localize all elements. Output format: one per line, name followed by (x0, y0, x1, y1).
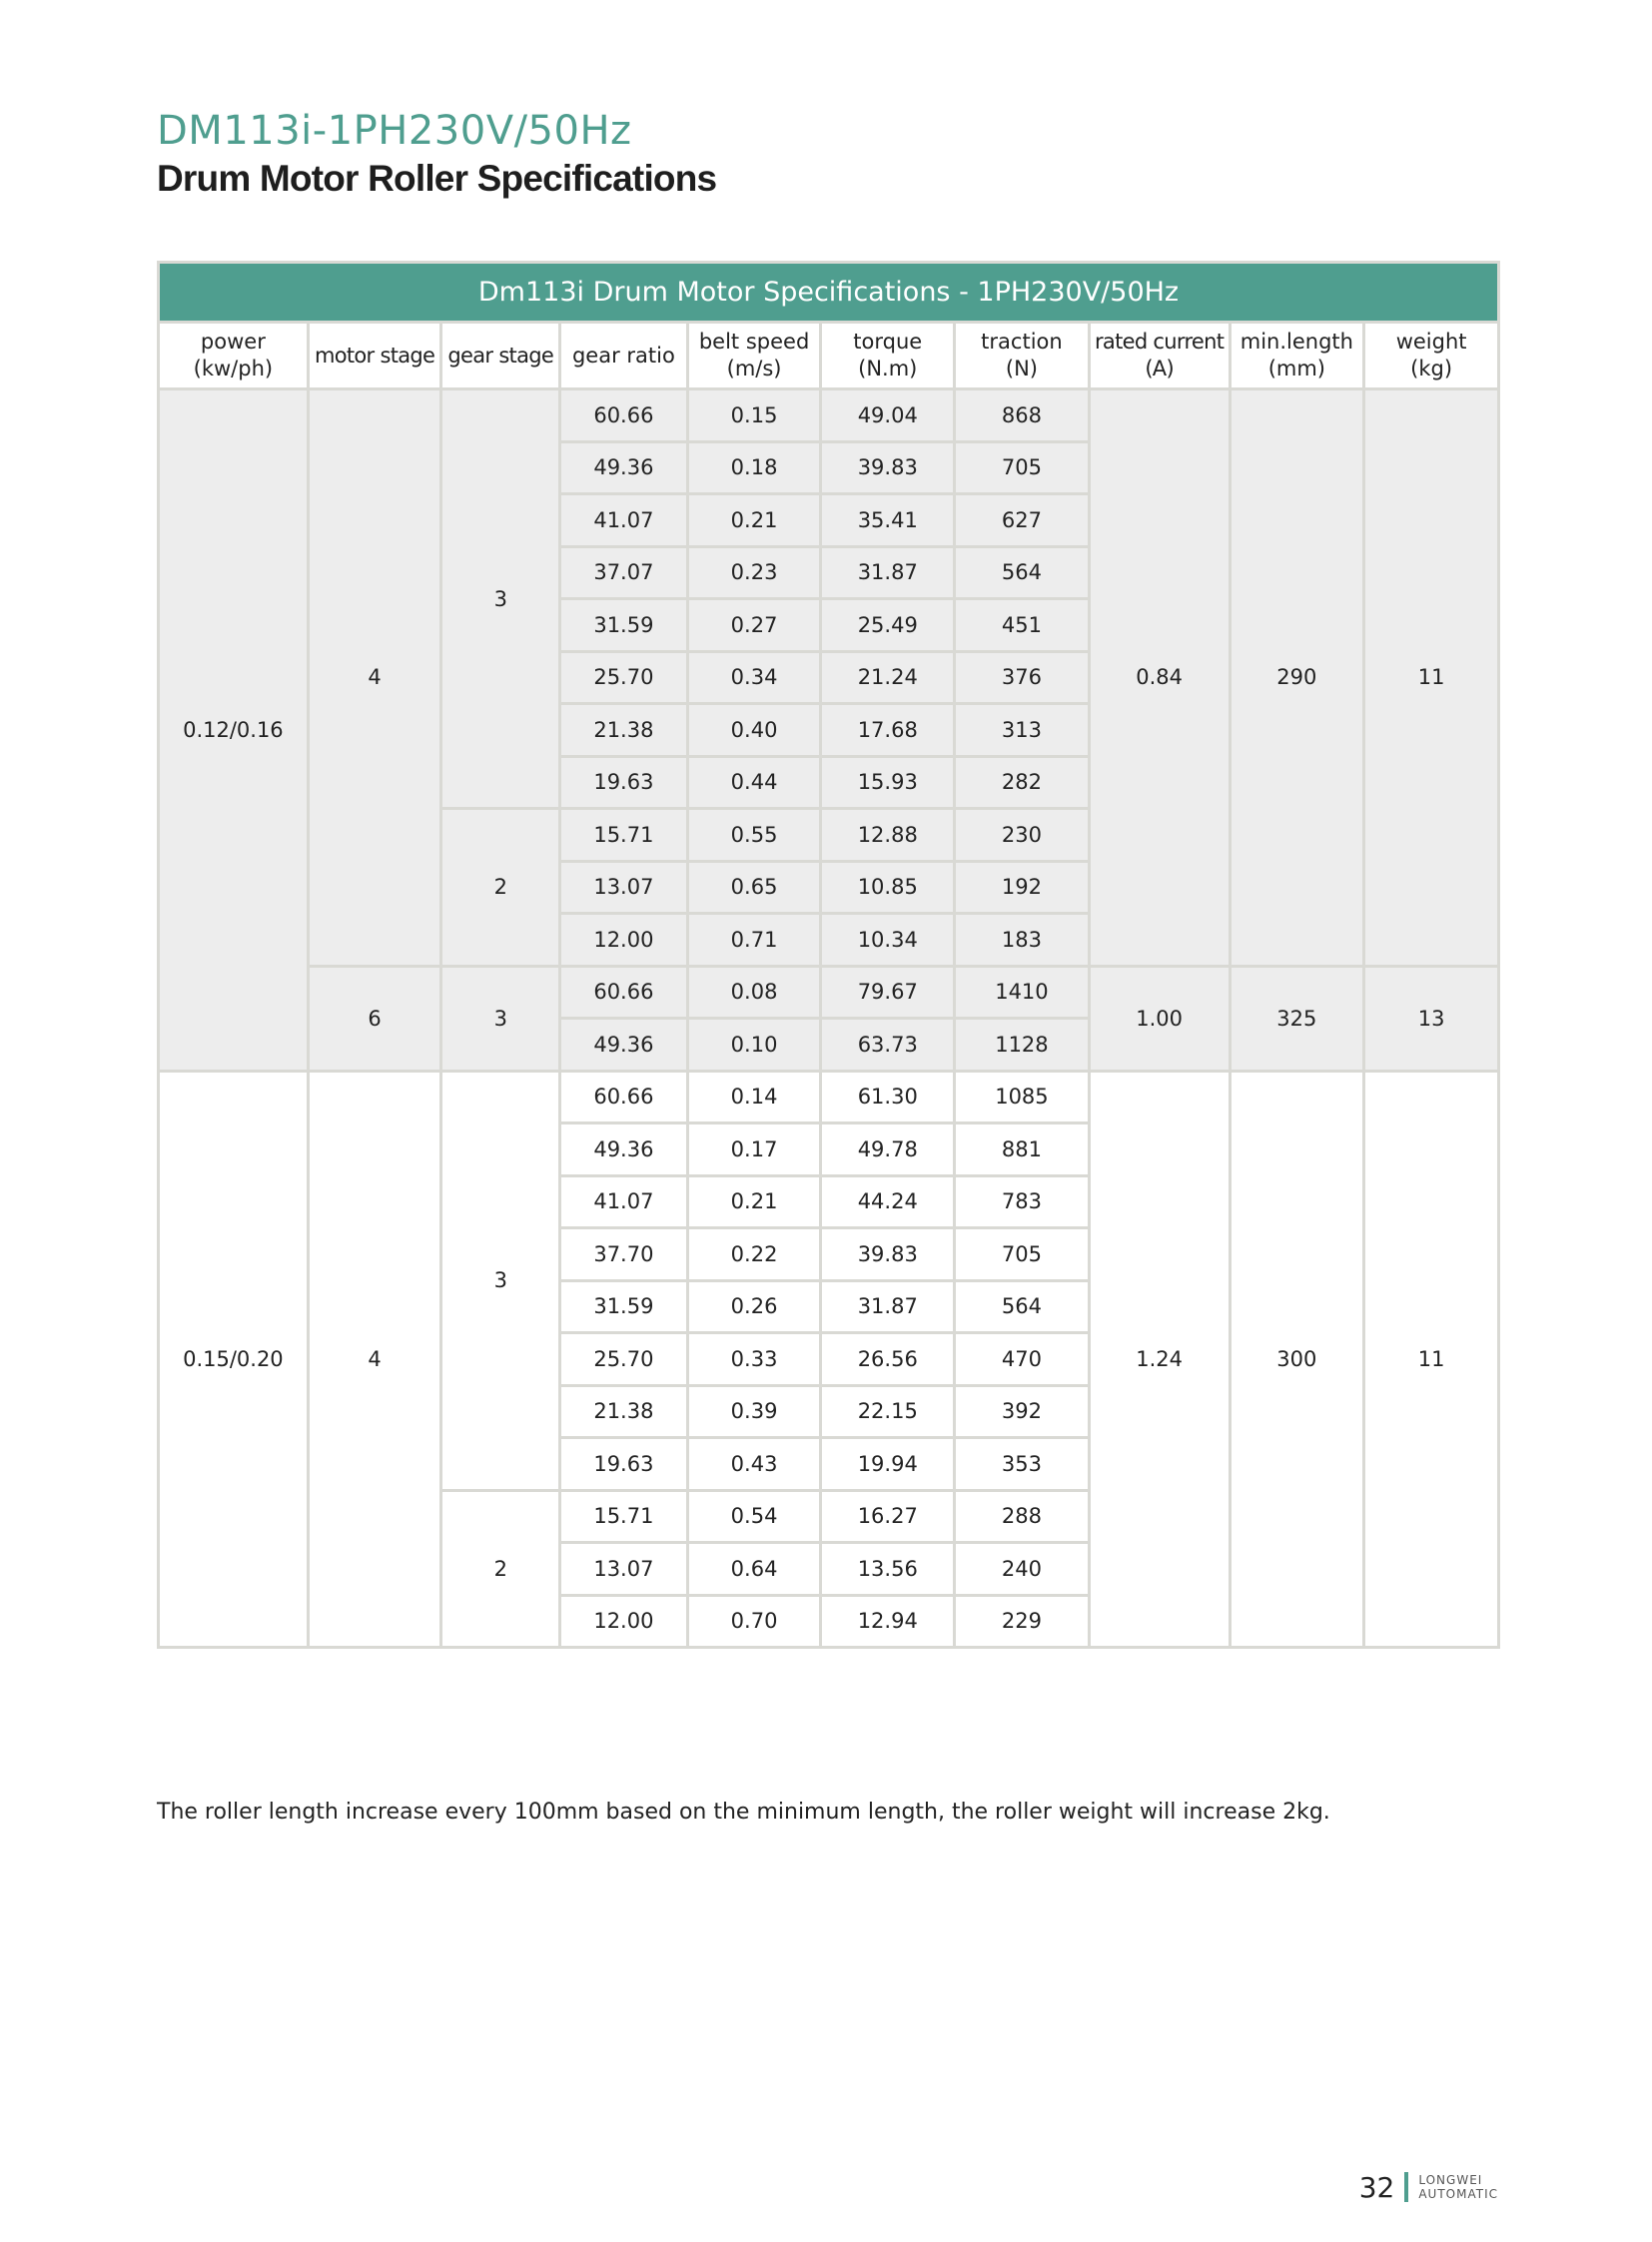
gear-stage-cell: 3 (441, 1071, 560, 1490)
belt-speed-cell: 0.64 (687, 1543, 821, 1596)
header-min-length (1230, 323, 1364, 389)
traction-cell: 564 (955, 546, 1090, 599)
table-caption: Dm113i Drum Motor Specifications - 1PH230V/50Hz (159, 263, 1499, 323)
brand-logo (1418, 2173, 1498, 2201)
belt-speed-cell: 0.27 (687, 599, 821, 652)
header-min-length-line: min.length (1239, 330, 1353, 354)
header-gear-stage (441, 323, 560, 389)
torque-cell: 79.67 (821, 966, 955, 1019)
page-footer (1359, 2165, 1498, 2209)
torque-cell: 44.24 (821, 1175, 955, 1228)
gear-ratio-cell: 13.07 (560, 861, 688, 914)
min-length-cell: 325 (1230, 966, 1364, 1071)
header-gear-stage-line: gear stage (447, 343, 554, 368)
header-belt-speed-line: (m/s) (726, 357, 782, 380)
header-rated-current-line: rated current (1094, 330, 1225, 354)
gear-stage-cell: 3 (441, 966, 560, 1071)
weight-cell: 11 (1364, 1071, 1499, 1648)
torque-cell: 17.68 (821, 704, 955, 757)
gear-ratio-cell: 25.70 (560, 651, 688, 704)
torque-cell: 16.27 (821, 1490, 955, 1543)
header-traction (955, 323, 1090, 389)
traction-cell: 451 (955, 599, 1090, 652)
torque-cell: 49.04 (821, 389, 955, 442)
gear-ratio-cell: 12.00 (560, 914, 688, 967)
header-gear-ratio (560, 323, 688, 389)
brand-line-2: AUTOMATIC (1418, 2187, 1498, 2201)
belt-speed-cell: 0.43 (687, 1438, 821, 1491)
page-title: Drum Motor Roller Specifications (157, 158, 717, 199)
gear-ratio-cell: 37.07 (560, 546, 688, 599)
torque-cell: 12.88 (821, 809, 955, 862)
header-power (159, 323, 309, 389)
belt-speed-cell: 0.34 (687, 651, 821, 704)
table-caption-row (159, 263, 1499, 323)
torque-cell: 31.87 (821, 1280, 955, 1333)
header-power-line: power (200, 330, 266, 354)
traction-cell: 282 (955, 756, 1090, 809)
belt-speed-cell: 0.54 (687, 1490, 821, 1543)
table-header-row (159, 323, 1499, 389)
traction-cell: 881 (955, 1123, 1090, 1176)
motor-stage-cell: 6 (308, 966, 441, 1071)
traction-cell: 627 (955, 494, 1090, 547)
header-min-length-line: (mm) (1267, 357, 1325, 380)
gear-stage-cell: 3 (441, 389, 560, 809)
footer-divider (1404, 2172, 1408, 2202)
traction-cell: 868 (955, 389, 1090, 442)
belt-speed-cell: 0.17 (687, 1123, 821, 1176)
gear-ratio-cell: 41.07 (560, 494, 688, 547)
gear-ratio-cell: 19.63 (560, 1438, 688, 1491)
belt-speed-cell: 0.08 (687, 966, 821, 1019)
belt-speed-cell: 0.21 (687, 494, 821, 547)
traction-cell: 183 (955, 914, 1090, 967)
header-power-line: (kw/ph) (193, 357, 274, 380)
header-rated-current (1089, 323, 1230, 389)
gear-ratio-cell: 31.59 (560, 1280, 688, 1333)
torque-cell: 39.83 (821, 1228, 955, 1281)
gear-ratio-cell: 21.38 (560, 704, 688, 757)
header-gear-ratio-line: gear ratio (571, 343, 675, 368)
spec-table (157, 261, 1500, 1649)
belt-speed-cell: 0.40 (687, 704, 821, 757)
gear-ratio-cell: 15.71 (560, 809, 688, 862)
header-motor-stage-line: motor stage (314, 343, 435, 368)
torque-cell: 39.83 (821, 441, 955, 494)
table-row (159, 966, 1499, 1019)
traction-cell: 1128 (955, 1019, 1090, 1072)
header-torque-line: torque (853, 330, 923, 354)
belt-speed-cell: 0.65 (687, 861, 821, 914)
traction-cell: 1085 (955, 1071, 1090, 1123)
belt-speed-cell: 0.44 (687, 756, 821, 809)
gear-ratio-cell: 49.36 (560, 1123, 688, 1176)
belt-speed-cell: 0.26 (687, 1280, 821, 1333)
belt-speed-cell: 0.18 (687, 441, 821, 494)
gear-ratio-cell: 60.66 (560, 389, 688, 442)
power-cell: 0.15/0.20 (159, 1071, 309, 1648)
header-torque-line: (N.m) (858, 357, 918, 380)
belt-speed-cell: 0.33 (687, 1333, 821, 1386)
gear-ratio-cell: 60.66 (560, 1071, 688, 1123)
gear-ratio-cell: 31.59 (560, 599, 688, 652)
gear-stage-cell: 2 (441, 1490, 560, 1648)
header-belt-speed-line: belt speed (698, 330, 810, 354)
traction-cell: 705 (955, 441, 1090, 494)
traction-cell: 313 (955, 704, 1090, 757)
gear-ratio-cell: 13.07 (560, 1543, 688, 1596)
torque-cell: 31.87 (821, 546, 955, 599)
traction-cell: 353 (955, 1438, 1090, 1491)
belt-speed-cell: 0.70 (687, 1595, 821, 1648)
motor-stage-cell: 4 (308, 1071, 441, 1648)
traction-cell: 229 (955, 1595, 1090, 1648)
traction-cell: 392 (955, 1385, 1090, 1438)
power-cell: 0.12/0.16 (159, 389, 309, 1072)
gear-ratio-cell: 15.71 (560, 1490, 688, 1543)
belt-speed-cell: 0.55 (687, 809, 821, 862)
torque-cell: 10.34 (821, 914, 955, 967)
torque-cell: 35.41 (821, 494, 955, 547)
table-row (159, 389, 1499, 442)
brand-line-1: LONGWEI (1418, 2173, 1483, 2187)
belt-speed-cell: 0.15 (687, 389, 821, 442)
header-weight-line: weight (1395, 330, 1467, 354)
page-number: 32 (1358, 2170, 1395, 2204)
traction-cell: 705 (955, 1228, 1090, 1281)
traction-cell: 240 (955, 1543, 1090, 1596)
rated-current-cell: 1.00 (1089, 966, 1230, 1071)
torque-cell: 13.56 (821, 1543, 955, 1596)
torque-cell: 22.15 (821, 1385, 955, 1438)
weight-cell: 11 (1364, 389, 1499, 967)
gear-ratio-cell: 25.70 (560, 1333, 688, 1386)
traction-cell: 230 (955, 809, 1090, 862)
header-belt-speed (687, 323, 821, 389)
rated-current-cell: 0.84 (1089, 389, 1230, 967)
weight-cell: 13 (1364, 966, 1499, 1071)
torque-cell: 49.78 (821, 1123, 955, 1176)
header-rated-current-line: (A) (1145, 357, 1174, 380)
table-row (159, 1071, 1499, 1123)
header-traction-line: (N) (1005, 357, 1038, 380)
belt-speed-cell: 0.10 (687, 1019, 821, 1072)
gear-ratio-cell: 19.63 (560, 756, 688, 809)
torque-cell: 26.56 (821, 1333, 955, 1386)
motor-stage-cell: 4 (308, 389, 441, 967)
torque-cell: 15.93 (821, 756, 955, 809)
belt-speed-cell: 0.14 (687, 1071, 821, 1123)
gear-ratio-cell: 49.36 (560, 1019, 688, 1072)
gear-ratio-cell: 49.36 (560, 441, 688, 494)
torque-cell: 12.94 (821, 1595, 955, 1648)
gear-ratio-cell: 37.70 (560, 1228, 688, 1281)
belt-speed-cell: 0.39 (687, 1385, 821, 1438)
traction-cell: 564 (955, 1280, 1090, 1333)
traction-cell: 288 (955, 1490, 1090, 1543)
gear-ratio-cell: 21.38 (560, 1385, 688, 1438)
header-weight-line: (kg) (1410, 357, 1453, 380)
torque-cell: 10.85 (821, 861, 955, 914)
torque-cell: 25.49 (821, 599, 955, 652)
belt-speed-cell: 0.21 (687, 1175, 821, 1228)
traction-cell: 1410 (955, 966, 1090, 1019)
belt-speed-cell: 0.22 (687, 1228, 821, 1281)
footnote: The roller length increase every 100mm based on the minimum length, the roller weight will increase 2kg. (157, 1800, 1330, 1825)
model-title: DM113i-1PH230V/50Hz (157, 108, 632, 154)
min-length-cell: 290 (1230, 389, 1364, 967)
header-torque (821, 323, 955, 389)
belt-speed-cell: 0.23 (687, 546, 821, 599)
torque-cell: 63.73 (821, 1019, 955, 1072)
min-length-cell: 300 (1230, 1071, 1364, 1648)
torque-cell: 19.94 (821, 1438, 955, 1491)
torque-cell: 61.30 (821, 1071, 955, 1123)
traction-cell: 783 (955, 1175, 1090, 1228)
gear-ratio-cell: 60.66 (560, 966, 688, 1019)
belt-speed-cell: 0.71 (687, 914, 821, 967)
rated-current-cell: 1.24 (1089, 1071, 1230, 1648)
gear-ratio-cell: 12.00 (560, 1595, 688, 1648)
gear-stage-cell: 2 (441, 809, 560, 967)
traction-cell: 470 (955, 1333, 1090, 1386)
header-weight (1364, 323, 1499, 389)
gear-ratio-cell: 41.07 (560, 1175, 688, 1228)
header-traction-line: traction (981, 330, 1063, 354)
header-motor-stage (308, 323, 441, 389)
traction-cell: 376 (955, 651, 1090, 704)
torque-cell: 21.24 (821, 651, 955, 704)
traction-cell: 192 (955, 861, 1090, 914)
